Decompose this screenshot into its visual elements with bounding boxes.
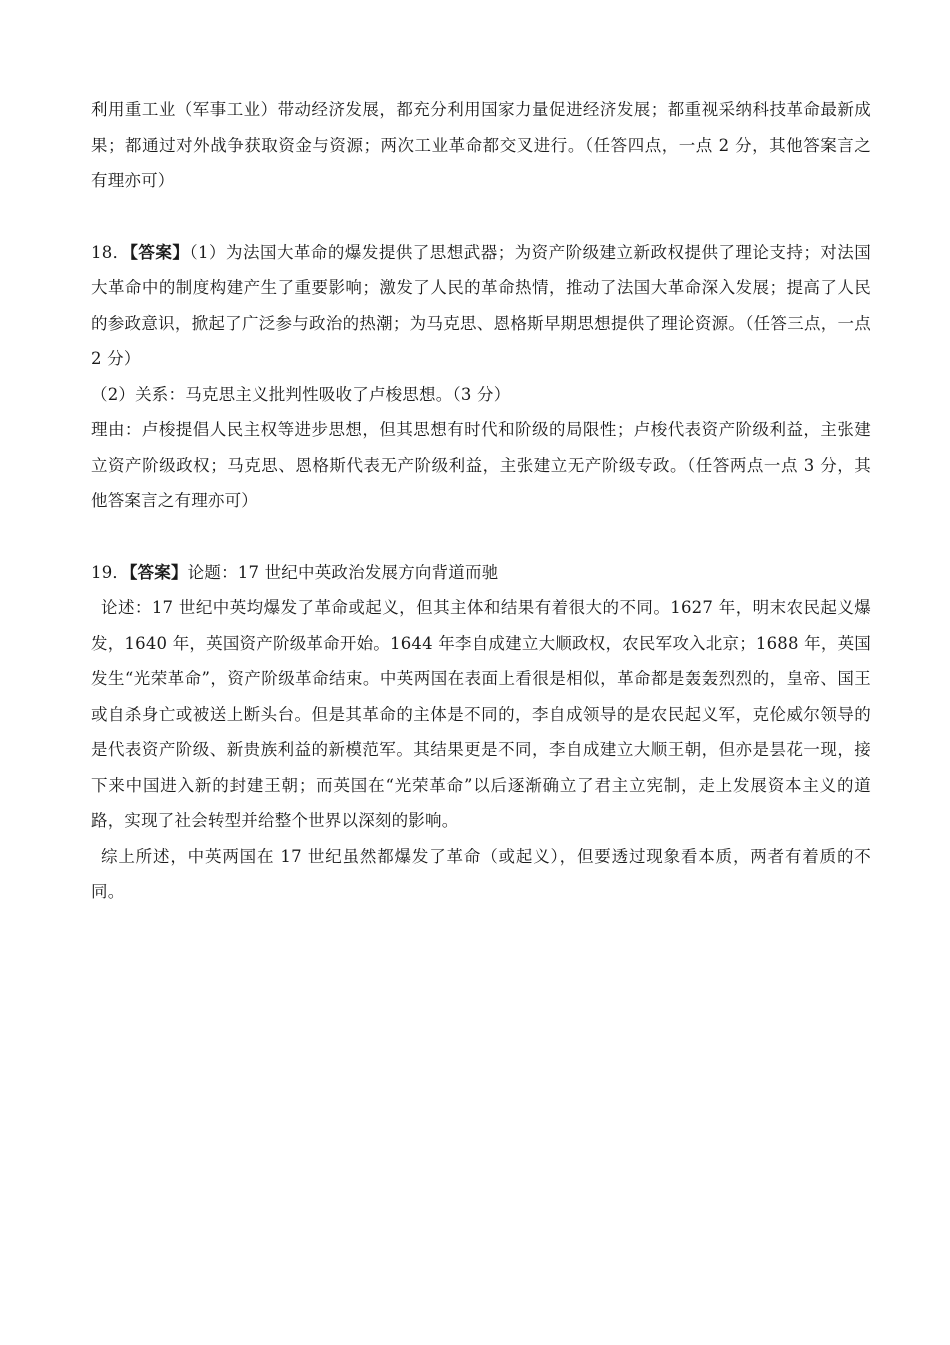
- q19-argument: 论述：17 世纪中英均爆发了革命或起义，但其主体和结果有着很大的不同。1627 年，明末农民起义爆发，1640 年，英国资产阶级革命开始。1644 年李自成建立大顺政权，农民军攻入北京；1688 年，英国发生“光荣革命”，资产阶级革命结束。中英两国在表面上看很是相似，革命都是轰轰烈烈的，皇帝、国王或自杀身亡或被送上断头台。但是其革命的主体是不同的，李自成领导的是农民起义军，克伦威尔领导的是代表资产阶级、新贵族利益的新模范军。其结果更是不同，李自成建立大顺王朝，但亦是昙花一现，接下来中国进入新的封建王朝；而英国在“光荣革命”以后逐渐确立了君主立宪制，走上发展资本主义的道路，实现了社会转型并给整个世界以深刻的影响。: [91, 598, 871, 830]
- q19-thesis: 论题：17 世纪中英政治发展方向背道而驰: [187, 562, 499, 582]
- q18-answer-tag: 【答案】: [129, 242, 190, 262]
- q18-number: 18．: [91, 242, 130, 262]
- q17-continuation: 利用重工业（军事工业）带动经济发展，都充分利用国家力量促进经济发展；都重视采纳科技革命最新成果；都通过对外战争获取资金与资源；两次工业革命都交叉进行。（任答四点，一点 2 分，其他答案言之有理亦可）: [91, 100, 871, 190]
- q18-part1-text: （1）为法国大革命的爆发提供了思想武器；为资产阶级建立新政权提供了理论支持；对法国大革命中的制度构建产生了重要影响；激发了人民的革命热情，推动了法国大革命深入发展；提高了人民的参政意识，掀起了广泛参与政治的热潮；为马克思、恩格斯早期思想提供了理论资源。（任答三点，一点 2 分）: [91, 242, 871, 368]
- spacer: [91, 519, 871, 555]
- q19-answer-tag: 【答案】: [129, 562, 188, 582]
- answer-document: [91, 92, 871, 910]
- q19-conclusion: 综上所述，中英两国在 17 世纪虽然都爆发了革命（或起义），但要透过现象看本质，两者有着质的不同。: [91, 846, 871, 901]
- q18-part3: 理由：卢梭提倡人民主权等进步思想，但其思想有时代和阶级的局限性；卢梭代表资产阶级利益，主张建立资产阶级政权；马克思、恩格斯代表无产阶级利益，主张建立无产阶级专政。（任答两点一点 3 分，其他答案言之有理亦可）: [91, 420, 871, 510]
- q19-thesis-line: [91, 555, 871, 591]
- q18-part2: （2）关系：马克思主义批判性吸收了卢梭思想。（3 分）: [91, 384, 511, 404]
- q19-number: 19．: [91, 562, 130, 582]
- spacer: [91, 199, 871, 235]
- q18-part1: [91, 235, 871, 377]
